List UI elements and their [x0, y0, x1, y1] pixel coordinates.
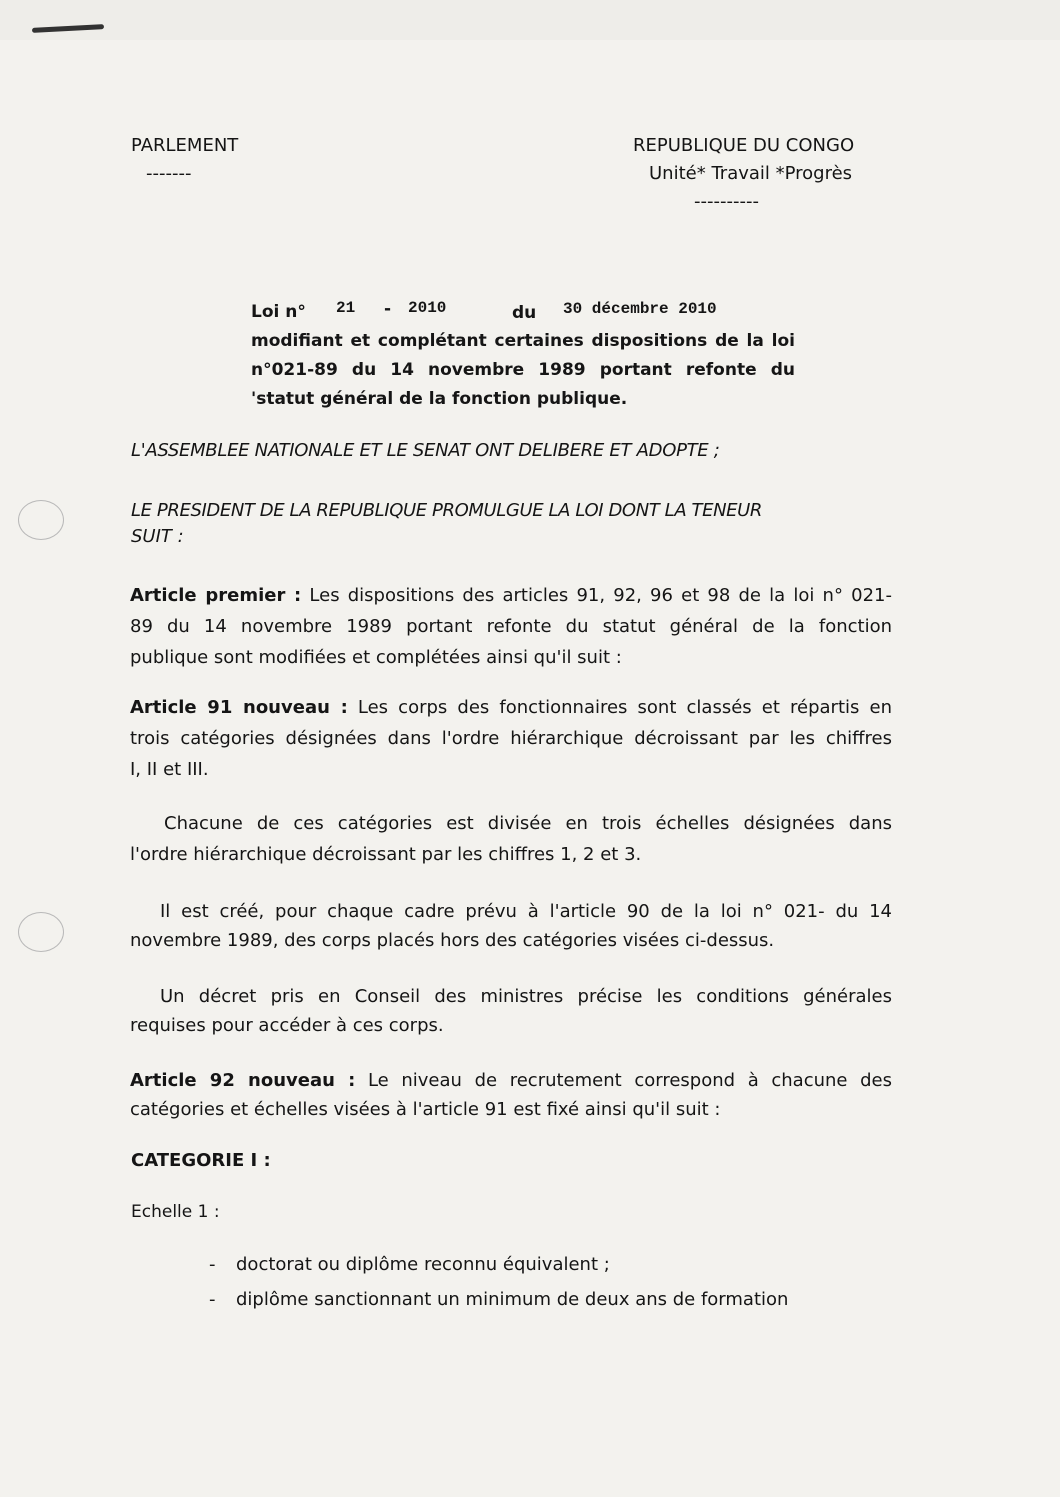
article-92-line-1: Article 92 nouveau : Le niveau de recrutement correspond à chacune des [130, 1070, 892, 1091]
header-left-rule: ------- [146, 163, 192, 184]
article-91-para-3 [130, 896, 892, 958]
list-item-dash-1: - [209, 1254, 216, 1275]
law-number: 21 [336, 299, 356, 317]
article-premier [130, 580, 892, 675]
article-91-para-2-line-1: Chacune de ces catégories est divisée en trois échelles désignées dans [164, 813, 892, 834]
preamble-president-line-1: LE PRESIDENT DE LA REPUBLIQUE PROMULGUE LA LOI DONT LA TENEUR [131, 500, 763, 521]
law-title-line-2: modifiant et complétant certaines dispositions de la loi [251, 331, 795, 351]
law-title-line-3: n°021-89 du 14 novembre 1989 portant refonte du [251, 360, 795, 380]
list-item: doctorat ou diplôme reconnu équivalent ; [236, 1254, 610, 1275]
article-91-para-3-line-1: Il est créé, pour chaque cadre prévu à l'article 90 de la loi n° 021- du 14 [160, 901, 892, 922]
preamble-assembly: L'ASSEMBLEE NATIONALE ET LE SENAT ONT DELIBERE ET ADOPTE ; [131, 440, 720, 461]
article-premier-line-1: Article premier : Les dispositions des articles 91, 92, 96 et 98 de la loi n° 021- [130, 585, 892, 606]
article-91-para-4 [130, 981, 892, 1043]
punch-hole-bottom [18, 912, 64, 952]
header-left-title: PARLEMENT [131, 135, 239, 156]
echelle-heading: Echelle 1 : [131, 1202, 220, 1222]
article-premier-label: Article premier : [130, 585, 302, 606]
article-92 [130, 1065, 892, 1127]
article-91-para-4-line-1: Un décret pris en Conseil des ministres précise les conditions générales [160, 986, 892, 1007]
article-92-line-2: catégories et échelles visées à l'article 91 est fixé ainsi qu'il suit : [130, 1099, 721, 1120]
header-right-rule: ---------- [694, 191, 759, 212]
article-91-para-4-line-2: requises pour accéder à ces corps. [130, 1015, 444, 1036]
article-91-para-2-line-2: l'ordre hiérarchique décroissant par les chiffres 1, 2 et 3. [130, 844, 642, 865]
article-91 [130, 692, 892, 787]
header-motto: Unité* Travail *Progrès [649, 163, 853, 184]
article-91-label: Article 91 nouveau : [130, 697, 348, 718]
law-year: 2010 [408, 299, 447, 317]
law-loi-label: Loi n° [251, 302, 306, 322]
article-91-line-3: I, II et III. [130, 759, 209, 780]
header-right-title: REPUBLIQUE DU CONGO [633, 135, 855, 156]
article-91-para-2 [130, 808, 892, 870]
categorie-heading: CATEGORIE I : [131, 1150, 271, 1171]
preamble-president-line-2: SUIT : [131, 526, 184, 547]
article-92-label: Article 92 nouveau : [130, 1070, 356, 1091]
law-dash: - [384, 299, 392, 319]
article-91-line-2: trois catégories désignées dans l'ordre hiérarchique décroissant par les chiffres [130, 728, 892, 749]
article-premier-line-3: publique sont modifiées et complétées ainsi qu'il suit : [130, 647, 622, 668]
law-du-label: du [512, 303, 537, 323]
article-91-para-3-line-2: novembre 1989, des corps placés hors des catégories visées ci-dessus. [130, 930, 775, 951]
law-title-block [251, 331, 795, 421]
list-item-dash-2: - [209, 1289, 216, 1310]
article-91-line-1: Article 91 nouveau : Les corps des fonctionnaires sont classés et répartis en [130, 697, 892, 718]
law-title-line-4: 'statut général de la fonction publique. [251, 389, 628, 409]
bleed-through [0, 0, 1060, 40]
article-premier-line-2: 89 du 14 novembre 1989 portant refonte du statut général de la fonction [130, 616, 892, 637]
punch-hole-top [18, 500, 64, 540]
law-date: 30 décembre 2010 [563, 300, 717, 318]
list-item: diplôme sanctionnant un minimum de deux ans de formation [236, 1289, 789, 1310]
